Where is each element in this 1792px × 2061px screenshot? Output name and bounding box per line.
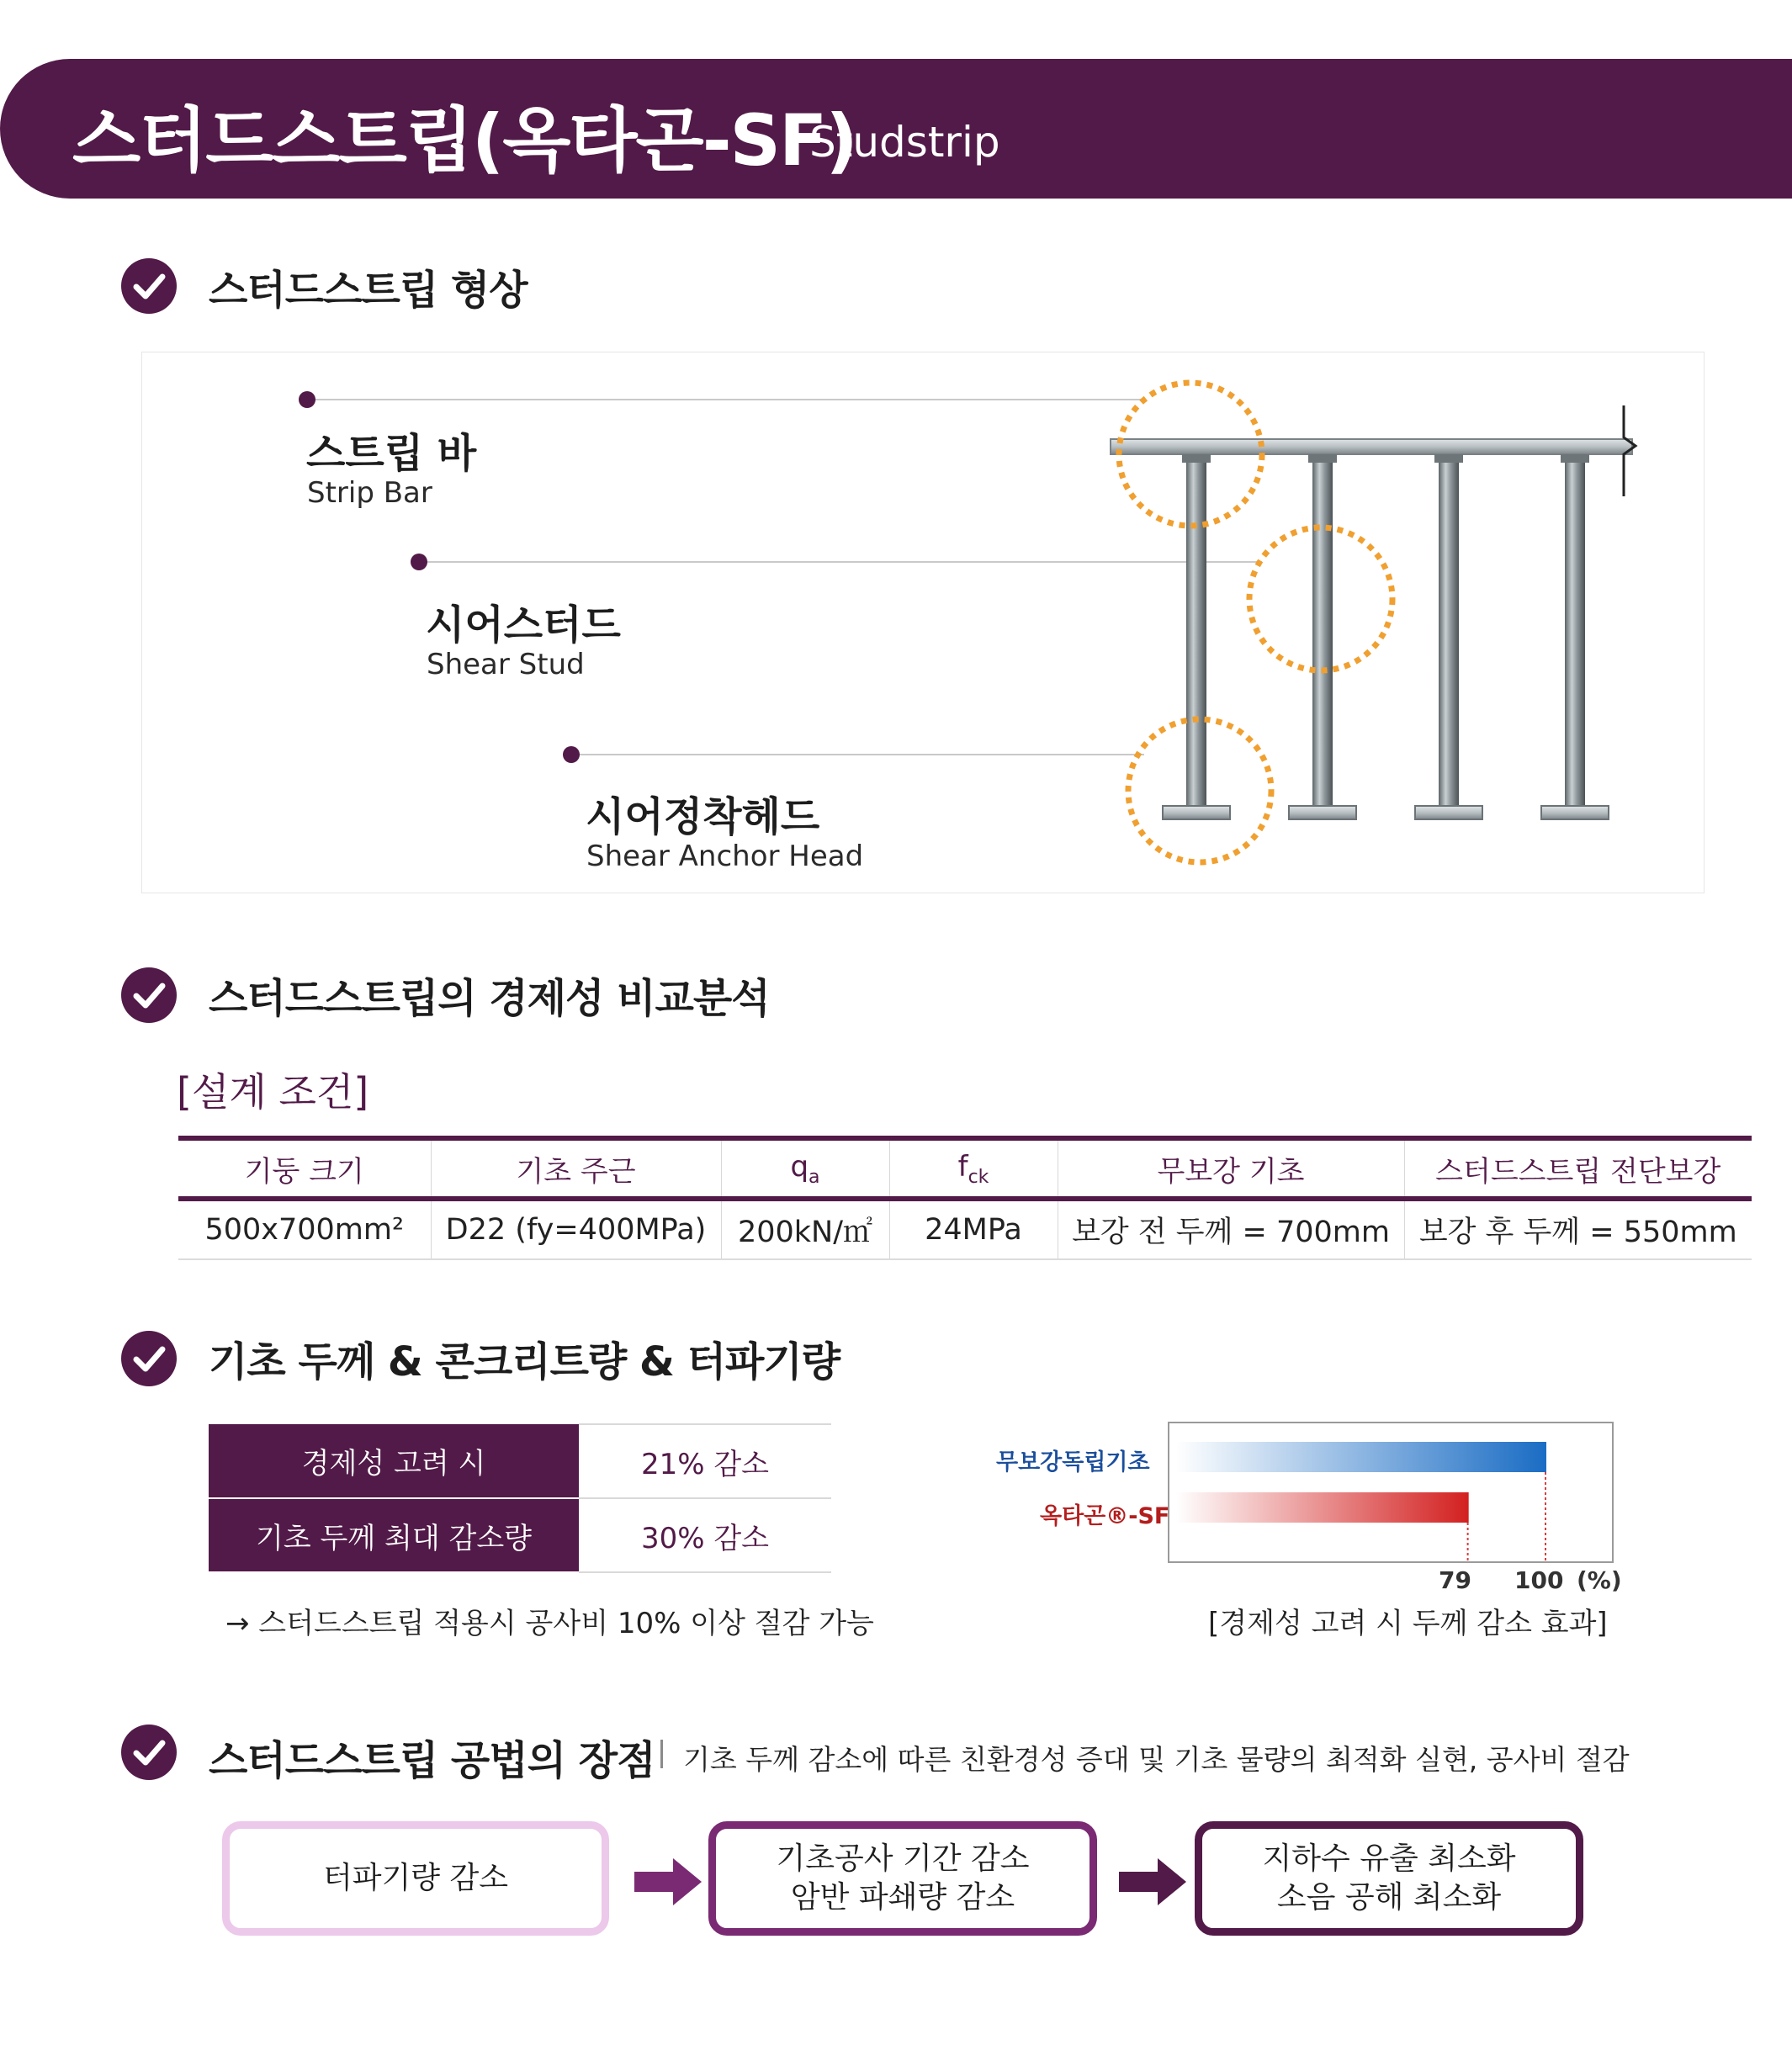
check-icon xyxy=(121,1725,177,1780)
table-cell: 200kN/㎡ xyxy=(721,1199,889,1259)
design-conditions-title: [설계 조건] xyxy=(177,1069,369,1115)
column-header: 무보강 기초 xyxy=(1058,1138,1404,1199)
section-title-shape: 스터드스트립 형상 xyxy=(209,267,528,314)
leader-dot xyxy=(411,554,427,570)
check-icon xyxy=(121,1331,177,1386)
advantage-text: 기초공사 기간 감소 xyxy=(776,1841,1030,1876)
page-subtitle: Studstrip xyxy=(809,118,1000,167)
tick-label: 100 xyxy=(1514,1566,1564,1594)
label-strip-bar-en: Strip Bar xyxy=(307,476,432,510)
advantage-text: 터파기량 감소 xyxy=(322,1861,509,1895)
table-row xyxy=(209,1498,831,1572)
bar-label-unreinforced: 무보강독립기초 xyxy=(996,1449,1150,1476)
check-icon xyxy=(121,967,177,1023)
page-title: 스터드스트립(옥타곤-SF) xyxy=(72,99,856,182)
advantage-box-2 xyxy=(708,1821,1097,1936)
table-cell: 보강 전 두께 = 700mm xyxy=(1058,1199,1404,1259)
reduction-value: 21% 감소 xyxy=(579,1424,831,1498)
section-title-economy: 스터드스트립의 경제성 비교분석 xyxy=(209,975,770,1022)
bar-label-octagon-sf: 옥타곤®-SF xyxy=(1040,1503,1170,1529)
leader-dot xyxy=(299,391,315,408)
tick-label: 79 xyxy=(1439,1566,1471,1594)
chart-caption: [경제성 고려 시 두께 감소 효과] xyxy=(1208,1607,1608,1640)
advantages-subtitle: 기초 두께 감소에 따른 친환경성 증대 및 기초 물량의 최적화 실현, 공사비 절감 xyxy=(683,1743,1630,1776)
table-cell: D22 (fy=400MPa) xyxy=(431,1199,721,1259)
thickness-bar-chart xyxy=(1168,1422,1614,1563)
column-header: $f_{ck}$ xyxy=(889,1138,1058,1199)
tick-unit: (%) xyxy=(1577,1566,1622,1594)
leader-dot xyxy=(563,746,580,763)
column-header: $q_a$ xyxy=(721,1138,889,1199)
label-shear-anchor-head-en: Shear Anchor Head xyxy=(586,840,864,873)
cost-saving-note: → 스터드스트립 적용시 공사비 10% 이상 절감 가능 xyxy=(225,1607,874,1640)
arrow-right-icon xyxy=(634,1858,702,1909)
column-header: 기초 주근 xyxy=(431,1138,721,1199)
bar-edge-1 xyxy=(1466,1492,1469,1523)
design-conditions-table xyxy=(178,1136,1752,1260)
label-strip-bar: 스트립 바 xyxy=(306,430,477,477)
reduction-table xyxy=(209,1423,831,1573)
column-header: 스터드스트립 전단보강 xyxy=(1404,1138,1752,1199)
table-header-row xyxy=(178,1138,1752,1199)
bar-1 xyxy=(1176,1492,1469,1523)
bar-edge-0 xyxy=(1543,1442,1546,1472)
bar-0 xyxy=(1176,1442,1546,1472)
label-shear-stud: 시어스터드 xyxy=(426,601,621,649)
studstrip-diagram xyxy=(0,0,1792,925)
advantage-text: 암반 파쇄량 감소 xyxy=(790,1880,1015,1915)
table-row xyxy=(178,1199,1752,1259)
section-title-advantages: 스터드스트립 공법의 장점 xyxy=(209,1737,655,1784)
shear-studs xyxy=(1182,454,1589,806)
strip-bar xyxy=(1111,439,1632,454)
reduction-label: 기초 두께 최대 감소량 xyxy=(209,1498,579,1572)
label-shear-stud-en: Shear Stud xyxy=(427,648,585,681)
advantage-box-3 xyxy=(1195,1821,1583,1936)
table-row xyxy=(209,1424,831,1498)
reduction-label: 경제성 고려 시 xyxy=(209,1424,579,1498)
title-divider xyxy=(660,1740,663,1768)
arrow-right-icon xyxy=(1119,1858,1186,1909)
anchor-heads xyxy=(1163,806,1609,819)
column-header: 기둥 크기 xyxy=(178,1138,431,1199)
reduction-value: 30% 감소 xyxy=(579,1498,831,1572)
advantage-text: 소음 공해 최소화 xyxy=(1276,1880,1502,1915)
label-shear-anchor-head: 시어정착헤드 xyxy=(586,793,820,840)
table-cell: 24MPa xyxy=(889,1199,1058,1259)
table-cell: 보강 후 두께 = 550mm xyxy=(1404,1199,1752,1259)
table-cell: 500x700mm² xyxy=(178,1199,431,1259)
advantage-box-1 xyxy=(222,1821,609,1936)
advantage-text: 지하수 유출 최소화 xyxy=(1262,1841,1516,1876)
section-title-thickness: 기초 두께 & 콘크리트량 & 터파기량 xyxy=(209,1338,840,1385)
